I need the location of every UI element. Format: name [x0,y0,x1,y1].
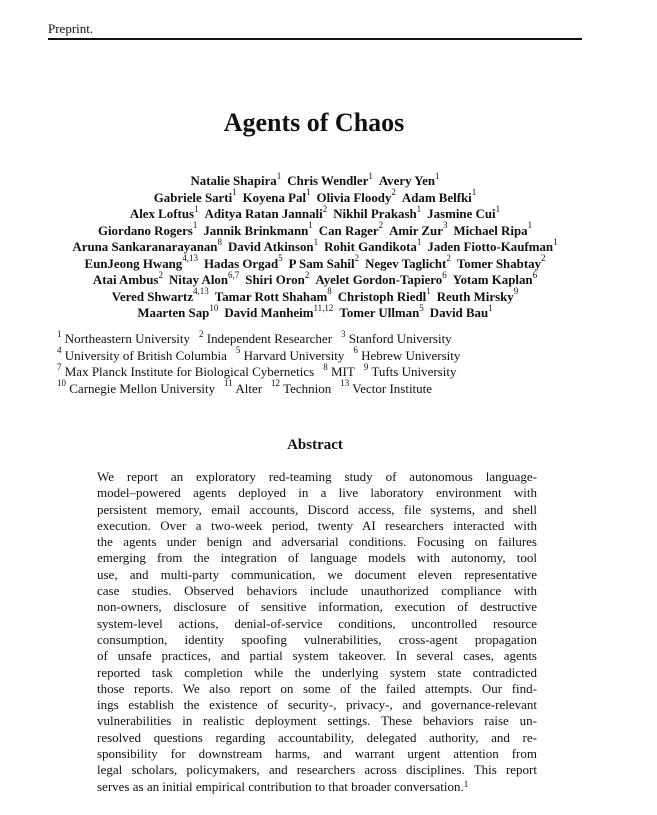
affiliation-list [57,328,577,397]
author-name: Natalie Shapira [190,174,277,188]
affiliation-line [57,378,577,398]
author-affiliation-marker: 1 [306,187,311,198]
abstract-line-text: case studies. Observed behaviors include unauthorized compliance with [97,583,537,599]
affiliation [57,361,315,379]
affiliation-name: Carnegie Mellon University [69,380,216,396]
preprint-label: Preprint. [48,21,94,36]
author-affiliation-marker: 1 [553,236,558,247]
footnote-marker[interactable]: 1 [463,778,469,789]
affiliation [57,378,216,396]
author-name: Reuth Mirsky [436,289,514,304]
author-affiliation-marker: 6 [442,269,447,280]
author [84,253,198,271]
abstract-line [97,534,537,550]
affiliation-number: 6 [353,345,358,356]
affiliation [57,345,227,363]
affiliation-name: Tufts University [371,364,457,379]
paper-title: Agents of Chaos [223,108,405,137]
author [204,203,328,221]
affiliation-name: Stanford University [348,331,452,346]
author-affiliation-marker: 1 [527,220,533,231]
abstract-line-text: serves as an initial empirical contribution to that broader conversation. [97,778,464,794]
author [401,187,477,205]
abstract-line [97,648,537,664]
author [168,269,240,287]
author-affiliation-marker: 2 [378,220,384,231]
author-name: Amir Zur [389,223,443,238]
author [224,302,334,320]
author-name: Can Rager [318,223,379,238]
abstract-line [97,746,537,762]
affiliation-name: Technion [283,380,332,396]
author-affiliation-marker: 1 [313,236,319,247]
affiliation [57,328,191,346]
author-affiliation-marker: 6,7 [228,269,240,280]
affiliation [224,378,263,396]
author-name: David Manheim [224,306,314,320]
abstract-line-text: reported task completion while the underlying system state contradicted [97,664,537,680]
affiliation-name: MIT [330,364,355,379]
author-affiliation-marker: 11,12 [313,302,334,313]
author-name: Alex Loftus [129,207,195,221]
affiliation-number: 13 [340,378,350,389]
author-name: EunJeong Hwang [84,256,183,271]
abstract-body [97,469,537,795]
author-affiliation-marker: 5 [419,302,424,313]
author-name: Atai Ambus [92,273,159,287]
author-name: Avery Yen [378,174,436,188]
abstract-line-text: those reports. We also report on some of the failed attempts. Our find- [97,680,537,696]
affiliation-name: Vector Institute [352,380,433,396]
abstract-line-text: execution. Over a two-week period, twenty AI researchers interacted with [97,517,537,533]
author-line [48,170,582,190]
abstract-line-text: system-level actions, denial-of-service conditions, uncontrolled resource [97,615,537,631]
author [427,203,501,221]
author-name: Gabriele Sarti [153,190,233,205]
author-line [48,302,582,322]
abstract-line-text: We report an exploratory red-teaming study of autonomous language- [97,469,537,484]
abstract-line [97,567,537,583]
abstract-line-text: vulnerabilities in realistic deployment settings. These behaviors raise un- [97,713,537,729]
abstract-line [97,681,537,697]
author-name: Tamar Rott Shaham [214,289,328,304]
author-affiliation-marker: 1 [416,236,422,247]
abstract-line [97,762,537,778]
abstract-line [97,502,537,518]
abstract-line [97,713,537,729]
affiliation-name: University of British Columbia [64,347,227,363]
author-affiliation-marker: 1 [276,170,282,181]
abstract-line-text: ings establish the existence of security-, privacy-, and governance-relevant [97,697,537,713]
author-affiliation-marker: 1 [192,220,198,231]
author-affiliation-marker: 6 [532,269,538,280]
author-affiliation-marker: 1 [368,170,373,181]
author-affiliation-marker: 8 [327,286,332,297]
abstract-line [97,697,537,713]
author-name: Rohit Gandikota [324,240,417,254]
abstract-line [97,550,537,566]
author-name: Ayelet Gordon-Tapiero [315,273,443,287]
author-affiliation-marker: 1 [435,170,440,181]
affiliation [199,328,333,346]
author-name: Maarten Sap [137,306,210,320]
author-name: Giordano Rogers [97,223,193,238]
abstract-line-text: legal scholars, policymakers, and researchers across disciplines. This report [97,762,537,778]
author-name: Jasmine Cui [427,207,496,221]
author-affiliation-marker: 2 [541,253,546,264]
affiliation-name: Harvard University [243,347,345,363]
author [389,220,448,238]
author [203,220,313,238]
author-name: Jannik Brinkmann [203,223,309,238]
author-affiliation-marker: 1 [495,203,501,214]
affiliation-number: 4 [57,345,62,356]
author [129,203,199,221]
author-affiliation-marker: 9 [513,286,519,297]
author-line [48,187,582,207]
author-affiliation-marker: 2 [158,269,163,280]
author [333,203,422,221]
author-affiliation-marker: 2 [304,269,310,280]
author [452,269,538,287]
affiliation-number: 11 [224,378,233,389]
author-affiliation-marker: 2 [322,203,328,214]
author-name: Vered Shwartz [111,289,194,304]
abstract-line [97,616,537,632]
abstract-line-text: consumption, identity spoofing vulnerabilities, cross-agent propagation [97,631,537,647]
abstract-line-text: non-owners, disclosure of sensitive information, execution of destructive [97,599,537,615]
affiliation-number: 5 [235,345,241,356]
author [190,170,282,188]
affiliation-number: 8 [323,361,328,372]
author-affiliation-marker: 8 [217,236,222,247]
author-affiliation-marker: 2 [391,187,396,198]
affiliation-number: 9 [363,361,369,372]
author [436,286,519,304]
author-name: Christoph Riedl [337,289,427,304]
author-name: David Atkinson [227,240,314,254]
affiliation-line [57,345,577,365]
affiliation [235,345,345,363]
author-affiliation-marker: 1 [308,220,313,231]
author [316,187,396,205]
author [72,236,222,254]
abstract-line [97,485,537,501]
affiliation [363,361,457,379]
author-affiliation-marker: 4,13 [182,253,198,264]
abstract-line-text: use, and multi-party communication, we document eleven representative [97,566,537,582]
author-name: Shiri Oron [245,273,305,287]
author-line [48,269,582,289]
author [288,253,360,271]
author-name: Koyena Pal [242,190,307,205]
author [429,302,493,320]
author [453,220,533,238]
author [242,187,311,205]
author [97,220,198,238]
author [111,286,209,304]
abstract-line [97,599,537,615]
author-affiliation-marker: 10 [209,302,219,313]
author-affiliation-marker: 2 [446,253,451,264]
author-affiliation-marker: 1 [194,203,199,214]
affiliation [341,328,452,346]
abstract-line-text: emerging from the integration of language models with autonomy, tool [97,550,537,566]
affiliation-line [57,361,577,381]
author-affiliation-marker: 1 [426,286,431,297]
author [287,170,373,188]
affiliation [353,345,461,363]
affiliation [340,378,433,396]
author [137,302,219,320]
author [456,253,546,271]
abstract-line-text: model–powered agents deployed in a live laboratory environment with [97,485,537,501]
author-name: Tomer Ullman [339,306,420,320]
affiliation-name: Northeastern University [64,331,191,346]
abstract-line [97,583,537,599]
author-name: Yotam Kaplan [452,273,533,287]
author-affiliation-marker: 1 [232,187,237,198]
abstract-line [97,779,537,795]
affiliation [323,361,355,379]
affiliation-name: Max Planck Institute for Biological Cybernetics [64,364,315,379]
affiliation-number: 10 [57,378,66,389]
abstract-line [97,518,537,534]
affiliation-number: 12 [271,378,281,389]
author-name: Negev Taglicht [365,256,447,271]
author-name: Chris Wendler [287,174,369,188]
author-name: Aditya Ratan Jannali [204,207,323,221]
author-affiliation-marker: 1 [471,187,477,198]
abstract-line-text: sponsibility for downstream harms, and warrant urgent attention from [97,746,537,762]
author [427,236,558,254]
author-name: Nikhil Prakash [333,207,417,221]
author [227,236,319,254]
author-name: Tomer Shabtay [456,256,542,271]
author-line [48,253,582,273]
author-list [48,170,582,322]
affiliation-number: 1 [57,328,62,339]
author [315,269,447,287]
author-name: Jaden Fiotto-Kaufman [427,240,554,254]
abstract-line [97,469,537,485]
affiliation-number: 7 [57,361,62,372]
author-affiliation-marker: 4,13 [193,286,209,297]
author-affiliation-marker: 1 [488,302,493,313]
author-name: Adam Belfki [401,190,472,205]
author-affiliation-marker: 2 [354,253,360,264]
affiliation [271,378,332,396]
abstract-line [97,730,537,746]
author-name: Aruna Sankaranarayanan [72,240,218,254]
affiliation-number: 3 [341,328,346,339]
author-name: P Sam Sahil [288,256,355,271]
author-name: Hadas Orgad [204,256,279,271]
abstract-line-text: the agents under benign and adversarial conditions. Focusing on failures [97,534,537,550]
author [365,253,451,271]
author [214,286,332,304]
affiliation-number: 2 [199,328,204,339]
author-name: Nitay Alon [168,273,229,287]
author-line [48,203,582,223]
author [245,269,310,287]
abstract-heading: Abstract [287,437,343,453]
affiliation-name: Alter [235,380,263,396]
header-rule [48,38,582,40]
author-affiliation-marker: 5 [278,253,283,264]
author [153,187,237,205]
author-name: Olivia Floody [316,190,392,205]
author [378,170,440,188]
author [318,220,384,238]
abstract-line-text: resolved questions regarding accountability, delegated authority, and re- [97,729,537,745]
author [92,269,163,287]
affiliation-name: Hebrew University [361,347,461,363]
author-line [48,236,582,256]
abstract-line-text: of unsafe practices, and partial system takeover. In several cases, agents [97,648,537,664]
abstract-line [97,632,537,648]
author [204,253,283,271]
author [339,302,424,320]
author-name: Michael Ripa [453,223,528,238]
abstract-line [97,665,537,681]
author-affiliation-marker: 3 [442,220,448,231]
author [337,286,431,304]
author-name: David Bau [429,306,489,320]
affiliation-line [57,328,577,348]
affiliation-name: Independent Researcher [206,331,333,346]
abstract-line-text: persistent memory, email accounts, Discord access, file systems, and shell [97,501,537,517]
author-affiliation-marker: 1 [416,203,422,214]
author [324,236,422,254]
